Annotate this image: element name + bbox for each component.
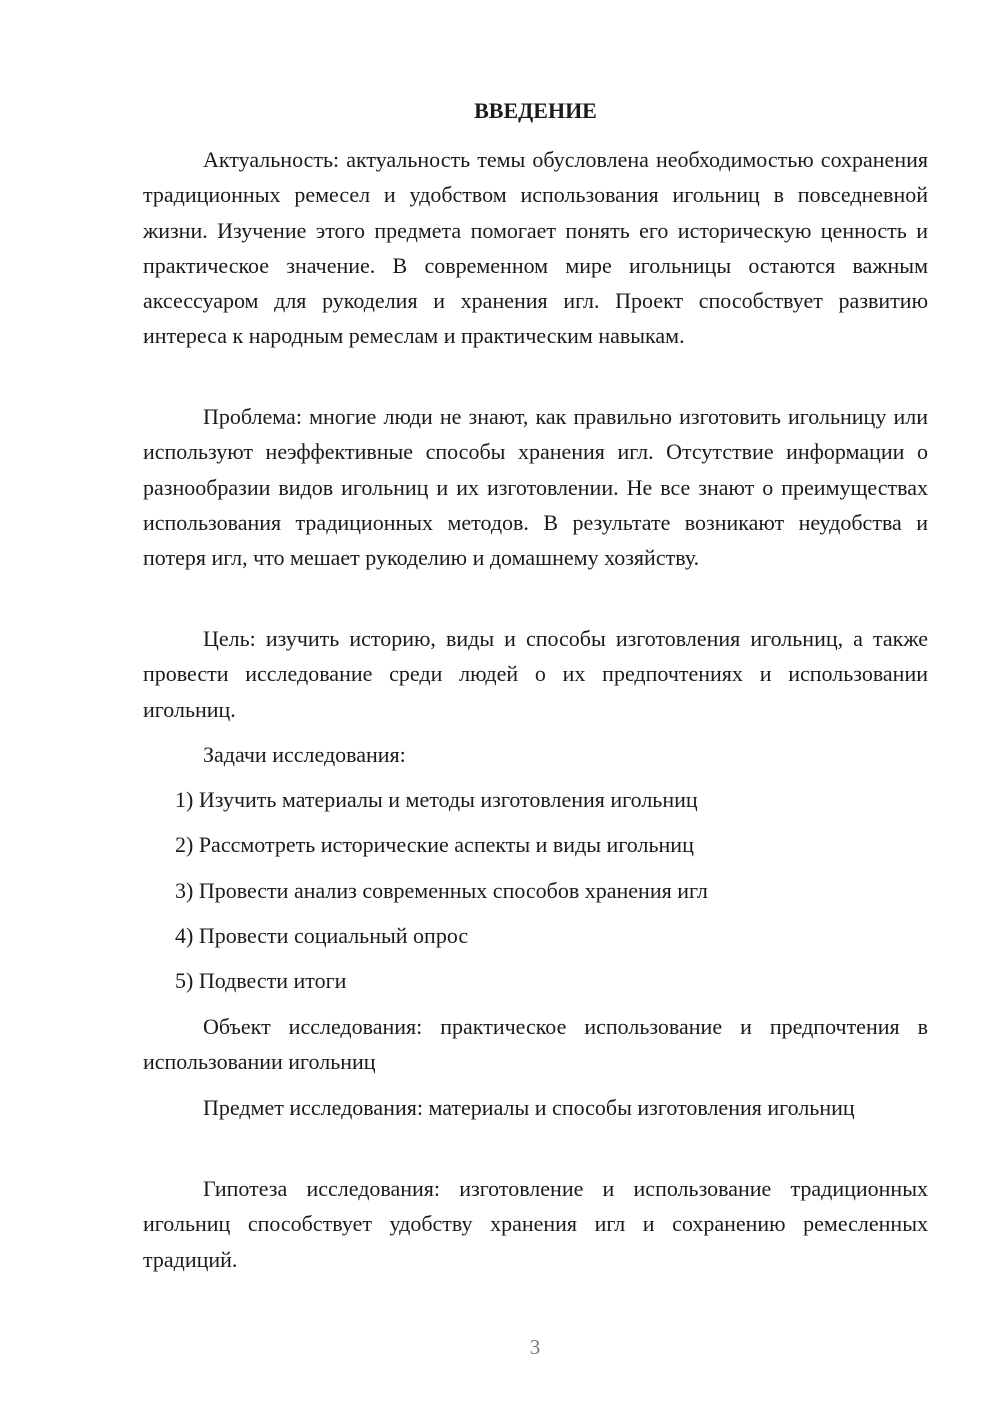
problem-paragraph: Проблема: многие люди не знают, как правильно изготовить игольницу или используют неэффективные способы хранения игл. Отсутствие информации о разнообразии видов игольниц и их изготовлении. Не все знают о преимуществах использования традиционных методов. В результате возникают неудобства и потеря игл, что мешает рукоделию и домашнему хозяйству. — [143, 404, 928, 571]
goal-paragraph: Цель: изучить историю, виды и способы изготовления игольниц, а также провести исследование среди людей о их предпочтениях и использовании игольниц. — [143, 626, 928, 722]
object-paragraph: Объект исследования: практическое использование и предпочтения в использовании игольниц — [143, 1014, 928, 1075]
tasks-heading: Задачи исследования: — [203, 742, 406, 767]
task-item: 2) Рассмотреть исторические аспекты и виды игольниц — [175, 832, 694, 857]
page-number: 3 — [529, 1335, 541, 1359]
task-item: 4) Провести социальный опрос — [175, 923, 469, 948]
task-item: 5) Подвести итоги — [175, 968, 347, 993]
page-title: ВВЕДЕНИЕ — [474, 98, 597, 123]
relevance-paragraph: Актуальность: актуальность темы обусловлена необходимостью сохранения традиционных ремесел и удобством использования игольниц в повседневной жизни. Изучение этого предмета помогает понять его историческую ценность и практическое значение. В современном мире игольницы остаются важным аксессуаром для рукоделия и хранения игл. Проект способствует развитию интереса к народным ремеслам и практическим навыкам. — [143, 147, 928, 349]
hypothesis-paragraph: Гипотеза исследования: изготовление и использование традиционных игольниц способствует удобству хранения игл и сохранению ремесленных традиций. — [143, 1176, 928, 1272]
task-item: 3) Провести анализ современных способов хранения игл — [175, 878, 708, 903]
subject-paragraph: Предмет исследования: материалы и способы изготовления игольниц — [203, 1095, 855, 1120]
task-item: 1) Изучить материалы и методы изготовления игольниц — [175, 787, 698, 812]
